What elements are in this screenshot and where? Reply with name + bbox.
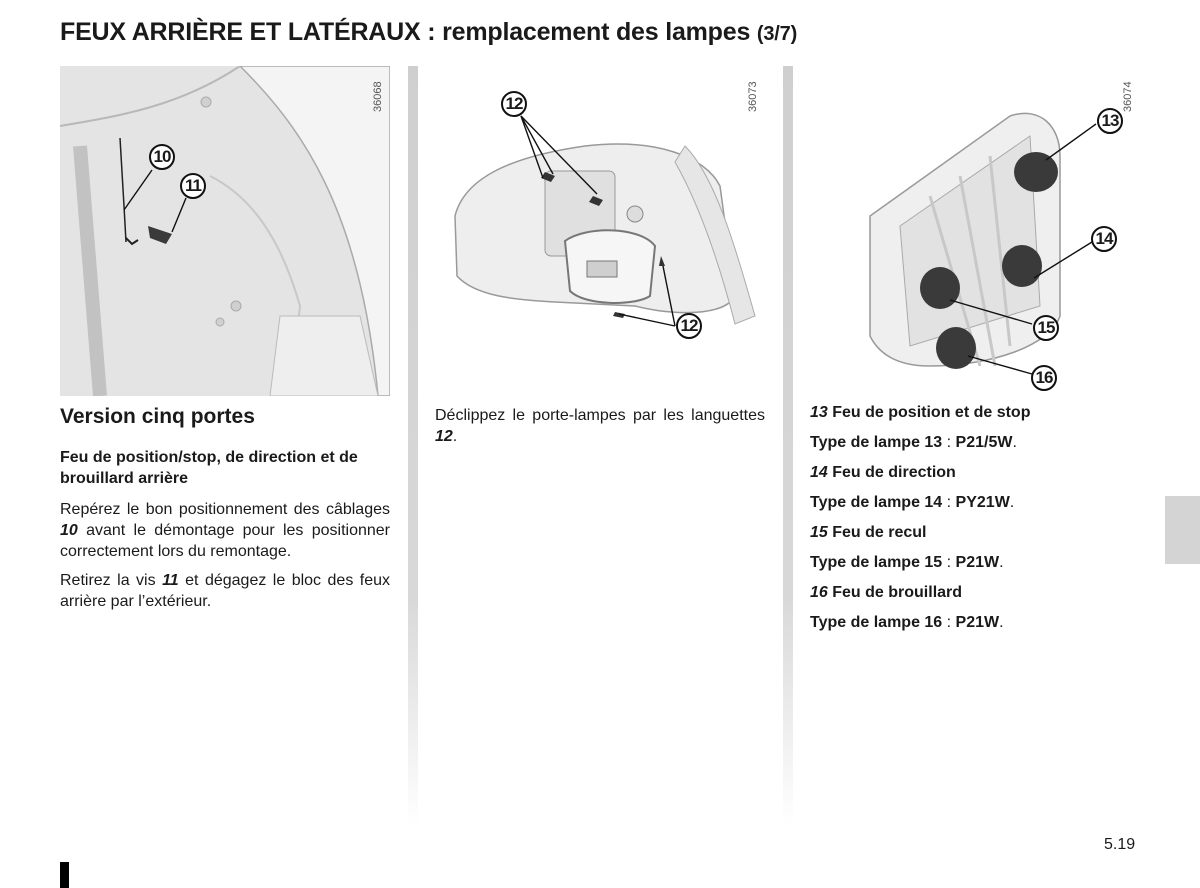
paragraph-screw-text-b: et dégagez le bloc des feux arrière par l’extérieur.: [60, 572, 391, 610]
left-text: [60, 405, 390, 612]
figure-reference: 36073: [747, 81, 759, 112]
unclip-instruction: [435, 405, 765, 447]
section-heading: Version cinq portes: [60, 405, 255, 428]
trunk-drawing: [60, 66, 390, 396]
page-number: 5.19: [1104, 836, 1136, 853]
callout-16: 16: [1031, 365, 1057, 391]
unclip-instruction-period: .: [452, 428, 458, 445]
lamp-14-type: Type de lampe 14 : PY21W.: [810, 494, 1015, 511]
callout-10: 10: [149, 144, 175, 170]
lamp-13-type: Type de lampe 13 : P21/5W.: [810, 434, 1017, 451]
callout-12-top: 12: [501, 91, 527, 117]
section-subheading: Feu de position/stop, de direction et de brouillard arrière: [60, 449, 358, 487]
lamp-16-name: 16 Feu de brouillard: [810, 584, 963, 601]
paragraph-screw: [60, 570, 390, 612]
lamp-15-name: 15 Feu de recul: [810, 524, 927, 541]
paragraph-wiring: [60, 499, 390, 562]
paragraph-wiring-text-a: Repérez le bon positionnement des câblages: [60, 501, 390, 518]
page-title-suffix: (3/7): [756, 23, 798, 45]
column-divider-right: [783, 66, 793, 826]
registration-mark: [60, 862, 69, 888]
left-column: [60, 66, 390, 612]
callout-12-bottom: 12: [676, 313, 702, 339]
paragraph-wiring-text-b: avant le démontage pour les positionner correctement lors du remontage.: [60, 522, 390, 560]
figure-reference: 36068: [372, 81, 384, 112]
lamp-14-name: 14 Feu de direction: [810, 464, 956, 481]
page-title-main: FEUX ARRIÈRE ET LATÉRAUX : remplacement des lampes: [60, 18, 751, 46]
unclip-instruction-ref: 12: [435, 428, 453, 445]
lamp-15-type: Type de lampe 15 : P21W.: [810, 554, 1004, 571]
lamp-16-type: Type de lampe 16 : P21W.: [810, 614, 1004, 631]
trunk-illustration: [60, 66, 390, 396]
page-title: [60, 18, 797, 47]
paragraph-screw-text-a: Retirez la vis: [60, 572, 156, 589]
figure-reference: 36074: [1122, 81, 1134, 112]
callout-13: 13: [1097, 108, 1123, 134]
lamp-holder-drawing: [435, 66, 765, 396]
paragraph-screw-ref: 11: [162, 572, 179, 589]
paragraph-wiring-ref: 10: [60, 522, 78, 539]
column-divider-left: [408, 66, 418, 826]
lamp-unit-drawing: [810, 66, 1140, 396]
lamp-list: [810, 398, 1140, 638]
right-column: [810, 66, 1140, 638]
middle-column: [435, 66, 765, 447]
callout-14: 14: [1091, 226, 1117, 252]
callout-11: 11: [180, 173, 206, 199]
chapter-tab: [1165, 496, 1200, 564]
callout-15: 15: [1033, 315, 1059, 341]
lamp-unit-illustration: [810, 66, 1140, 396]
lamp-13-name: 13 Feu de position et de stop: [810, 404, 1031, 421]
lamp-holder-illustration: [435, 66, 765, 396]
unclip-instruction-text: Déclippez le porte-lampes par les languettes: [435, 407, 765, 424]
